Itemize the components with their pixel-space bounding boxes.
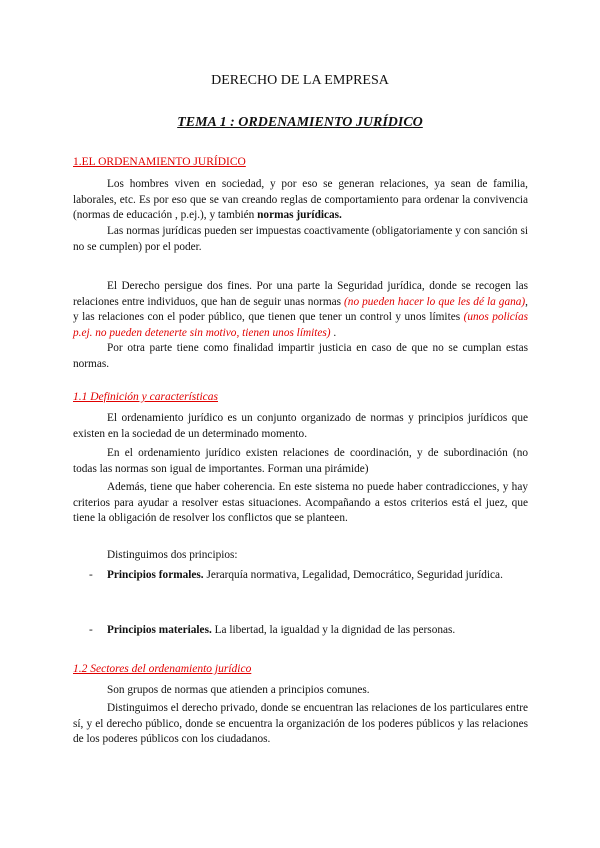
list-description: Jerarquía normativa, Legalidad, Democrático, Seguridad jurídica. [203, 569, 503, 581]
red-annotation: (no pueden hacer lo que les dé la gana) [344, 295, 526, 308]
list-item [89, 568, 528, 584]
list-term: Principios formales. [107, 569, 204, 581]
paragraph: El ordenamiento jurídico es un conjunto organizado de normas y principios jurídicos que existen en la sociedad de un determinado momento. [73, 412, 528, 440]
bold-term: normas jurídicas. [257, 209, 342, 221]
list-dash: - [89, 569, 93, 581]
paragraph [73, 177, 528, 224]
paragraph: Además, tiene que haber coherencia. En este sistema no puede haber contradicciones, y hay criterios para ayudar a resolver estas situaciones. Acompañando a estos criterios está el juez, que tiene la obligación de resolver los conflictos que se planteen. [73, 481, 528, 524]
list-item [89, 623, 528, 639]
paragraph: Son grupos de normas que atienden a principios comunes. [107, 684, 370, 696]
paragraph: Distinguimos el derecho privado, donde se encuentran las relaciones de los particulares entre sí, y el derecho público, donde se encuentra la organización de los poderes públicos y las relaciones de los poderes públicos con los ciudadanos. [73, 702, 528, 745]
section-heading-definicion: 1.1 Definición y características [73, 391, 218, 403]
paragraph [73, 279, 528, 341]
paragraph: Por otra parte tiene como finalidad impartir justicia en caso de que no se cumplan estas normas. [73, 342, 528, 370]
list-term: Principios materiales. [107, 624, 212, 636]
paragraph: Distinguimos dos principios: [107, 549, 238, 561]
paragraph-text: , y las relaciones con el poder público, que tienen que tener un control y unos límites [73, 295, 528, 323]
document-subtitle: TEMA 1 : ORDENAMIENTO JURÍDICO [177, 115, 423, 130]
paragraph-text: El Derecho persigue dos fines. Por una parte la Seguridad jurídica, donde se recogen las relaciones entre individuos, que han de seguir unas normas [73, 280, 528, 308]
section-heading-ordenamiento: 1.EL ORDENAMIENTO JURÍDICO [73, 156, 246, 168]
paragraph-text: . [330, 326, 337, 339]
document-title: DERECHO DE LA EMPRESA [211, 73, 389, 88]
paragraph: En el ordenamiento jurídico existen relaciones de coordinación, y de subordinación (no todas las normas son igual de importantes. Forman una pirámide) [73, 447, 528, 475]
list-dash: - [89, 624, 93, 636]
paragraph-text: Los hombres viven en sociedad, y por eso se generan relaciones, ya sean de familia, laborales, etc. Es por eso que se van creando reglas de comportamiento para ordenar la convivencia (normas de educación , p.ej.), y también [73, 178, 528, 221]
list-item-text [107, 568, 528, 584]
list-description: La libertad, la igualdad y la dignidad de las personas. [211, 624, 456, 636]
paragraph: Las normas jurídicas pueden ser impuestas coactivamente (obligatoriamente y con sanción si no se cumplen) por el poder. [73, 225, 528, 253]
red-annotation: (unos policías p.ej. no pueden detenerte sin motivo, tienen unos límites) [73, 311, 528, 339]
section-heading-sectores: 1.2 Sectores del ordenamiento jurídico [73, 663, 252, 675]
list-item-text [107, 623, 528, 639]
